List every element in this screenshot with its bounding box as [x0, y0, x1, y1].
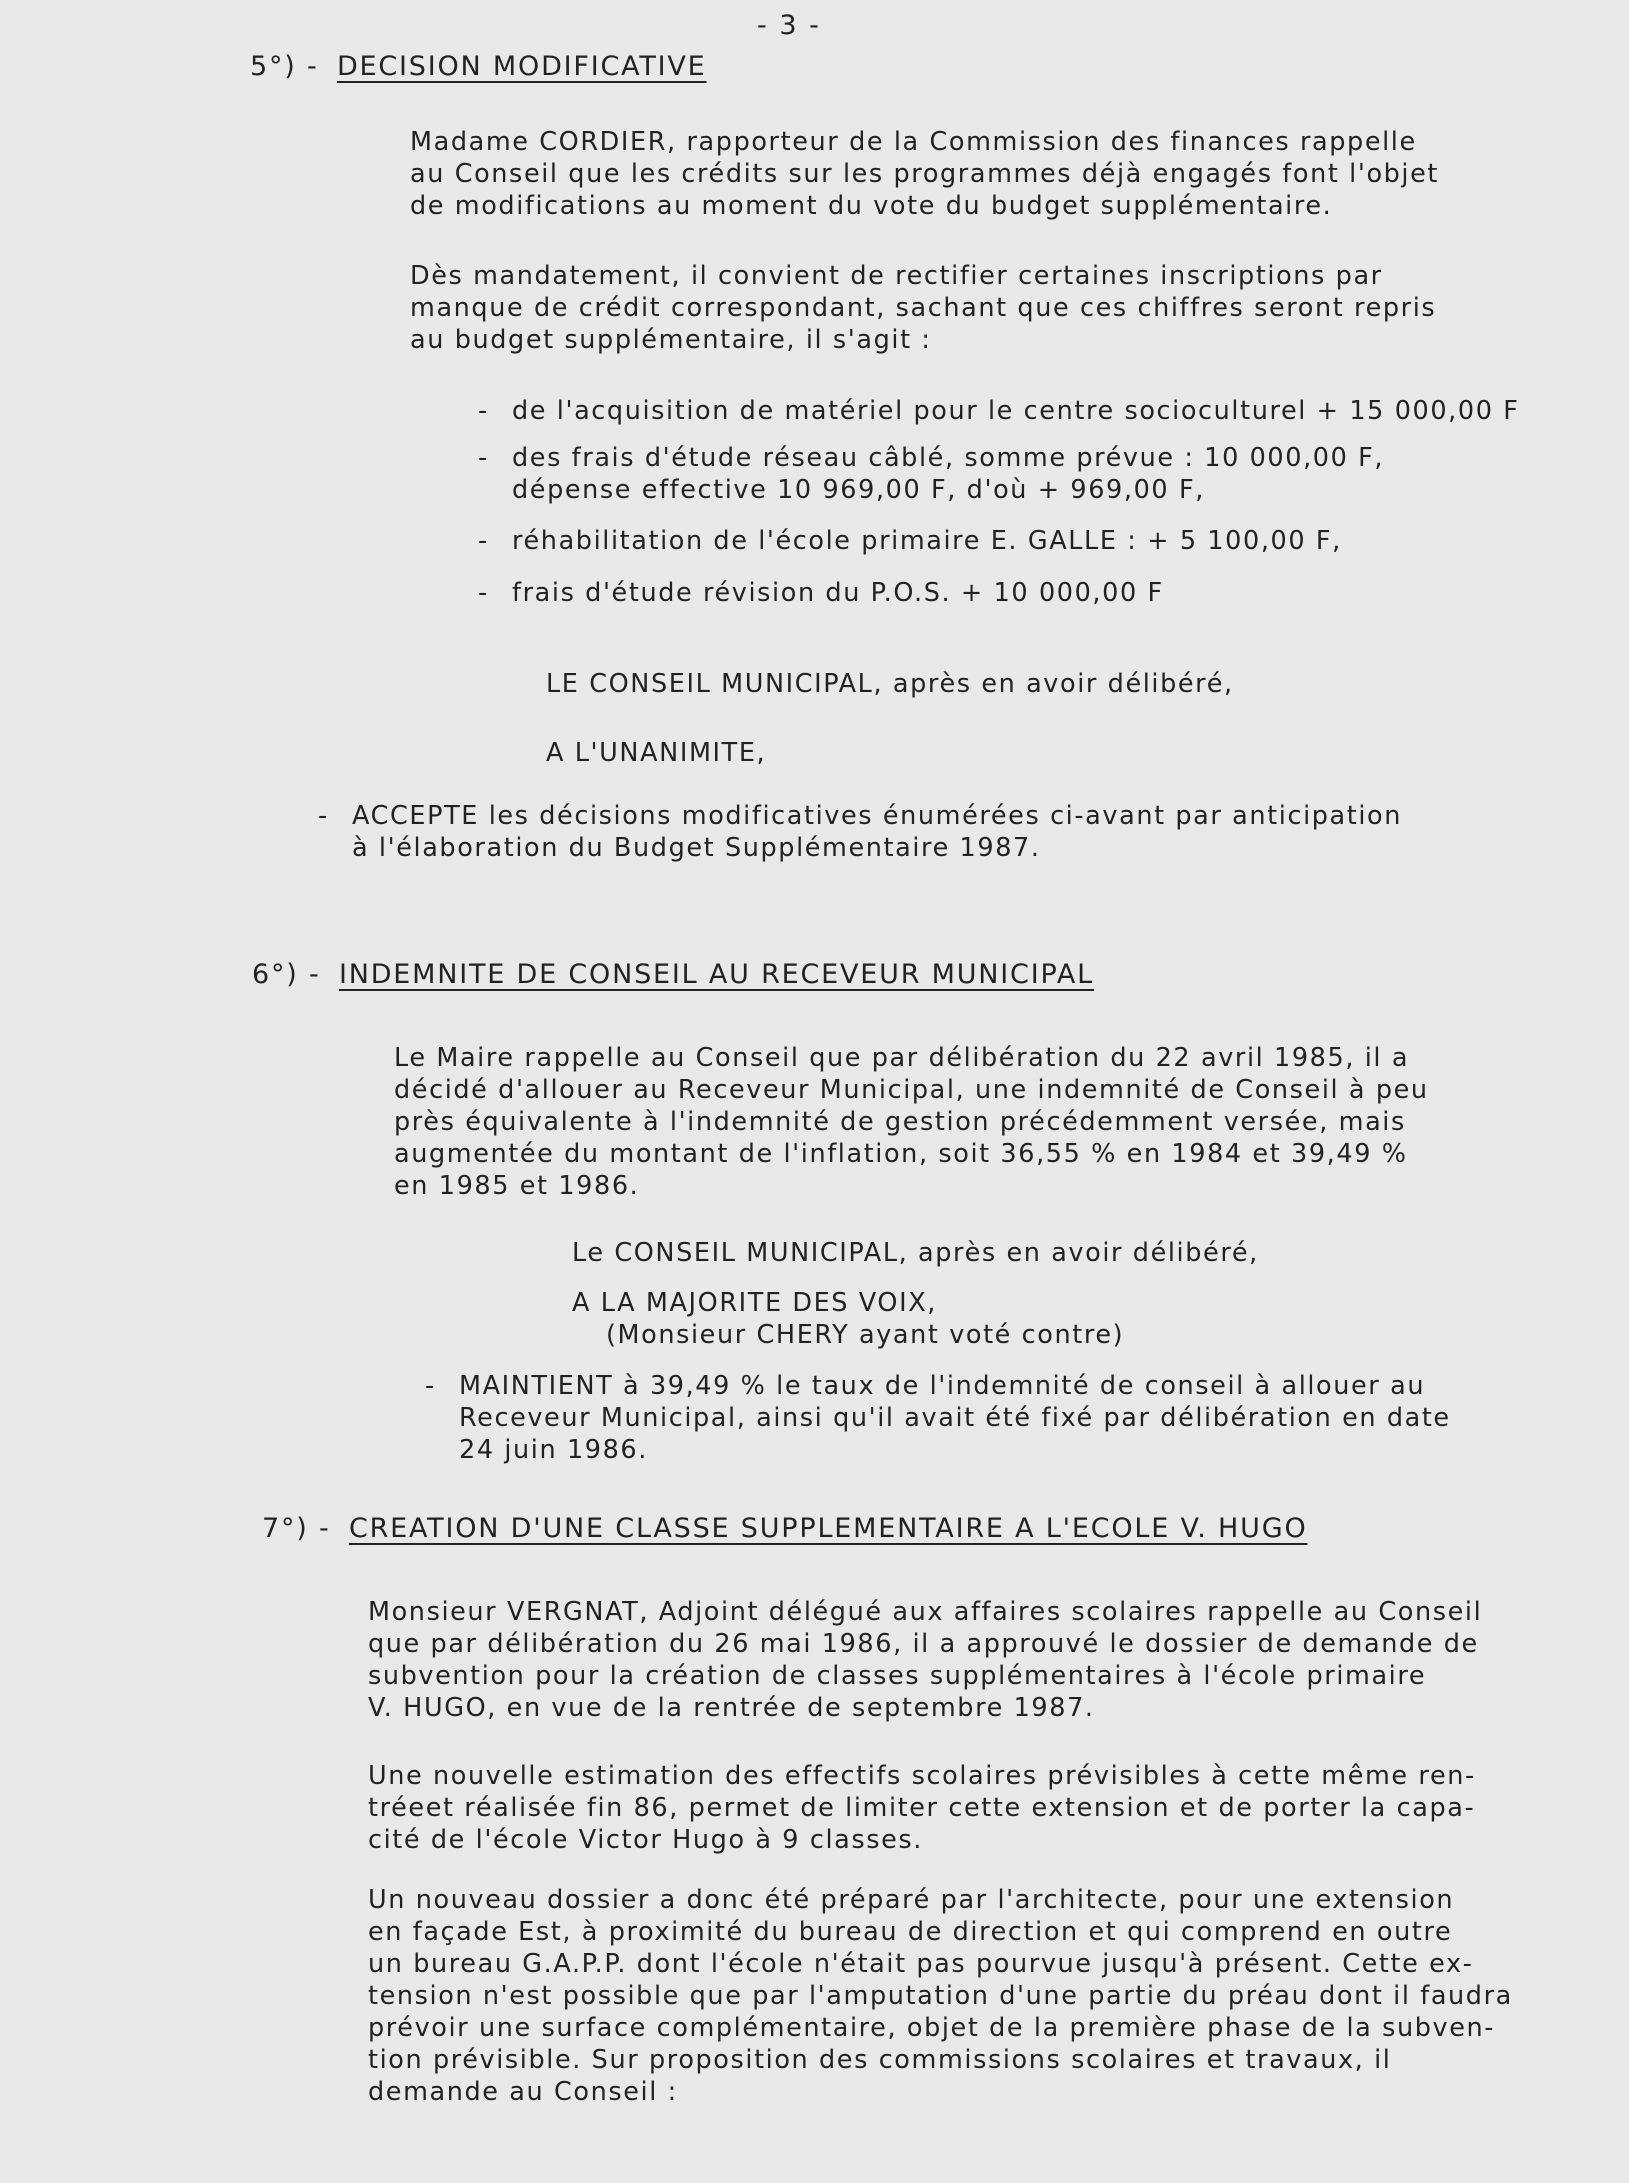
section-7-paragraph-3: Un nouveau dossier a donc été préparé par l'architecte, pour une extension en façade Est, à proximité du bureau de direction et qui comprend en outre un bureau G.A.P.P. dont l'école n'était pas pourvue jusqu'à présent. Cette ex- tension n'est possible que par l'amputation d'une partie du préau dont il faudra prévoir une surface complémentaire, objet de la première phase de la subven- tion prévisible. Sur proposition des commissions scolaires et travaux, il demande au Conseil : [368, 1885, 1513, 2107]
section-5-paragraph-1: Madame CORDIER, rapporteur de la Commission des finances rappelle au Conseil que les crédits sur les programmes déjà engagés font l'objet de modifications au moment du vote du budget supplémentaire. [410, 127, 1439, 221]
section-5-list-item: - des frais d'étude réseau câblé, somme prévue : 10 000,00 F, dépense effective 10 969,00 F, d'où + 969,00 F, [478, 443, 1385, 505]
section-5-council: LE CONSEIL MUNICIPAL, après en avoir délibéré, [546, 669, 1234, 699]
section-6-number: 6°) - [252, 959, 321, 990]
section-5-decision: - ACCEPTE les décisions modificatives énumérées ci-avant par anticipation à l'élaboration du Budget Supplémentaire 1987. [318, 801, 1403, 863]
section-7-title: CREATION D'UNE CLASSE SUPPLEMENTAIRE A L'ECOLE V. HUGO [348, 1513, 1308, 1544]
section-6-paragraph: Le Maire rappelle au Conseil que par délibération du 22 avril 1985, il a décidé d'allouer au Receveur Municipal, une indemnité de Conseil à peu près équivalente à l'indemnité de gestion précédemment versée, mais augmentée du montant de l'inflation, soit 36,55 % en 1984 et 39,49 % en 1985 et 1986. [394, 1043, 1429, 1201]
section-5-list-item: - frais d'étude révision du P.O.S. + 10 000,00 F [478, 578, 1164, 608]
section-6-heading [252, 958, 1094, 992]
section-7-paragraph-1: Monsieur VERGNAT, Adjoint délégué aux affaires scolaires rappelle au Conseil que par délibération du 26 mai 1986, il a approuvé le dossier de demande de subvention pour la création de classes supplémentaires à l'école primaire V. HUGO, en vue de la rentrée de septembre 1987. [368, 1597, 1483, 1723]
section-5-heading [250, 50, 707, 84]
section-5-list-item: - réhabilitation de l'école primaire E. GALLE : + 5 100,00 F, [478, 526, 1342, 556]
section-5-paragraph-2: Dès mandatement, il convient de rectifier certaines inscriptions par manque de crédit correspondant, sachant que ces chiffres seront repris au budget supplémentaire, il s'agit : [410, 261, 1437, 355]
section-6-council: Le CONSEIL MUNICIPAL, après en avoir délibéré, [572, 1238, 1259, 1268]
section-7-number: 7°) - [262, 1513, 331, 1544]
section-5-title: DECISION MODIFICATIVE [336, 51, 707, 82]
section-6-title: INDEMNITE DE CONSEIL AU RECEVEUR MUNICIPAL [338, 959, 1094, 990]
section-5-list-item: - de l'acquisition de matériel pour le centre socioculturel + 15 000,00 F [478, 396, 1520, 426]
section-6-vote: A LA MAJORITE DES VOIX, [572, 1288, 937, 1318]
page-number: - 3 - [757, 10, 821, 41]
section-6-decision: - MAINTIENT à 39,49 % le taux de l'indemnité de conseil à allouer au Receveur Municipal, ainsi qu'il avait été fixé par délibération en date 24 juin 1986. [425, 1371, 1451, 1465]
section-5-number: 5°) - [250, 51, 319, 82]
section-7-heading [262, 1512, 1308, 1546]
section-5-vote: A L'UNANIMITE, [546, 738, 767, 768]
section-7-paragraph-2: Une nouvelle estimation des effectifs scolaires prévisibles à cette même ren- tréeet réalisée fin 86, permet de limiter cette extension et de porter la capa- cité de l'école Victor Hugo à 9 classes. [368, 1761, 1476, 1855]
section-6-vote-note: (Monsieur CHERY ayant voté contre) [606, 1320, 1125, 1350]
